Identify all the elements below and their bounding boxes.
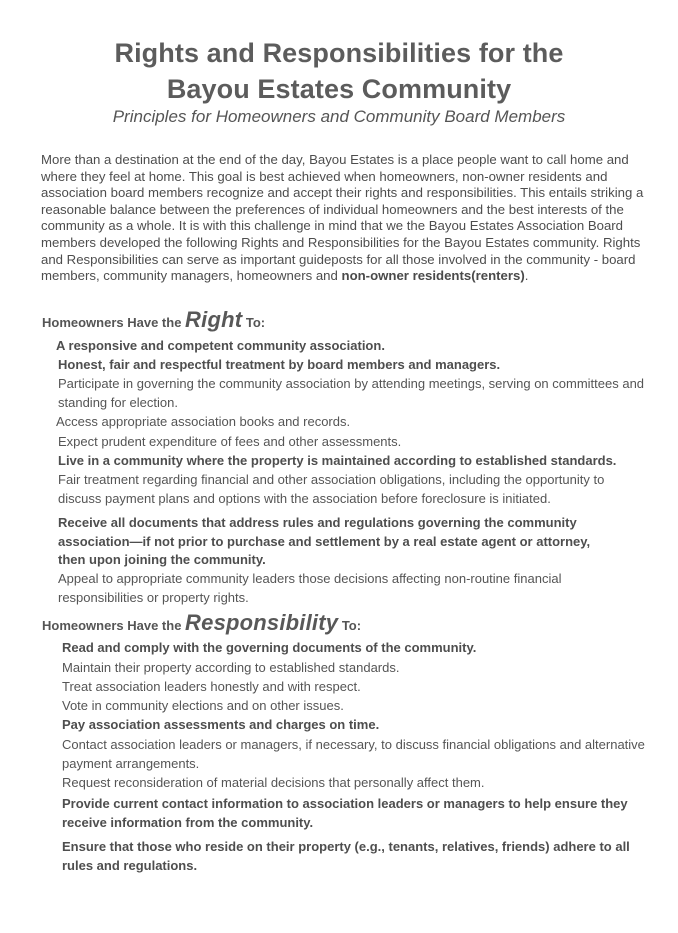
responsibilities-heading	[42, 610, 361, 636]
responsibilities-heading-emphasis: Responsibility	[185, 610, 339, 635]
responsibilities-list-item: Pay association assessments and charges on time.	[62, 717, 380, 732]
responsibilities-heading-suffix: To:	[338, 618, 362, 633]
responsibilities-list-item: Maintain their property according to established standards.	[62, 660, 400, 675]
rights-list-item: Receive all documents that address rules and regulations governing the community association—if not prior to purchase and settlement by a real estate agent or attorney, then upon joining the community.	[58, 515, 591, 567]
rights-list-item: Live in a community where the property is maintained according to established standards.	[58, 453, 617, 468]
rights-list-item: Participate in governing the community association by attending meetings, serving on committees and standing for election.	[58, 376, 645, 410]
rights-list-item: Honest, fair and respectful treatment by board members and managers.	[58, 357, 501, 372]
responsibilities-list-item: Provide current contact information to association leaders or managers to help ensure they receive information from the community.	[62, 796, 628, 830]
document-title-line1: Rights and Responsibilities for the	[114, 38, 564, 68]
responsibilities-list-item: Vote in community elections and on other issues.	[62, 698, 344, 713]
responsibilities-list-item: Read and comply with the governing documents of the community.	[62, 640, 477, 655]
intro-text: More than a destination at the end of the day, Bayou Estates is a place people want to call home and where they feel at home. This goal is best achieved when homeowners, non-owner residents and association board members recognize and accept their rights and responsibilities. This entails striking a reasonable balance between the preferences of individual homeowners and the best interests of the community as a whole. It is with this challenge in mind that we the Bayou Estates Association Board members developed the following Rights and Responsibilities for the Bayou Estates community. Rights and Responsibilities can serve as important guideposts for all those involved in the community - board members, community managers, homeowners and	[41, 152, 644, 284]
responsibilities-list-item: Ensure that those who reside on their property (e.g., tenants, relatives, friends) adhere to all rules and regulations.	[62, 839, 630, 873]
intro-end: .	[524, 268, 529, 284]
responsibilities-list-item: Request reconsideration of material decisions that personally affect them.	[62, 775, 485, 790]
document-title-line2: Bayou Estates Community	[166, 74, 512, 104]
intro-paragraph	[41, 152, 666, 285]
intro-bold-text: non-owner residents(renters)	[341, 268, 525, 284]
rights-heading-emphasis: Right	[185, 307, 243, 332]
rights-list-item: Fair treatment regarding financial and other association obligations, including the opportunity to discuss payment plans and options with the association before foreclosure is initiated.	[58, 472, 605, 506]
responsibilities-list-item: Contact association leaders or managers, if necessary, to discuss financial obligations and alternative payment arrangements.	[62, 737, 645, 771]
document-subtitle: Principles for Homeowners and Community Board Members	[112, 107, 566, 126]
rights-list-item: Expect prudent expenditure of fees and other assessments.	[58, 434, 402, 449]
rights-list-item: Access appropriate association books and records.	[56, 414, 351, 429]
responsibilities-list-item: Treat association leaders honestly and with respect.	[62, 679, 361, 694]
responsibilities-heading-prefix: Homeowners Have the	[42, 618, 186, 633]
rights-list-item: Appeal to appropriate community leaders those decisions affecting non-routine financial responsibilities or property rights.	[58, 571, 562, 605]
rights-heading	[42, 307, 265, 333]
rights-list-item: A responsive and competent community association.	[56, 338, 385, 353]
rights-heading-prefix: Homeowners Have the	[42, 315, 186, 330]
rights-heading-suffix: To:	[242, 315, 266, 330]
